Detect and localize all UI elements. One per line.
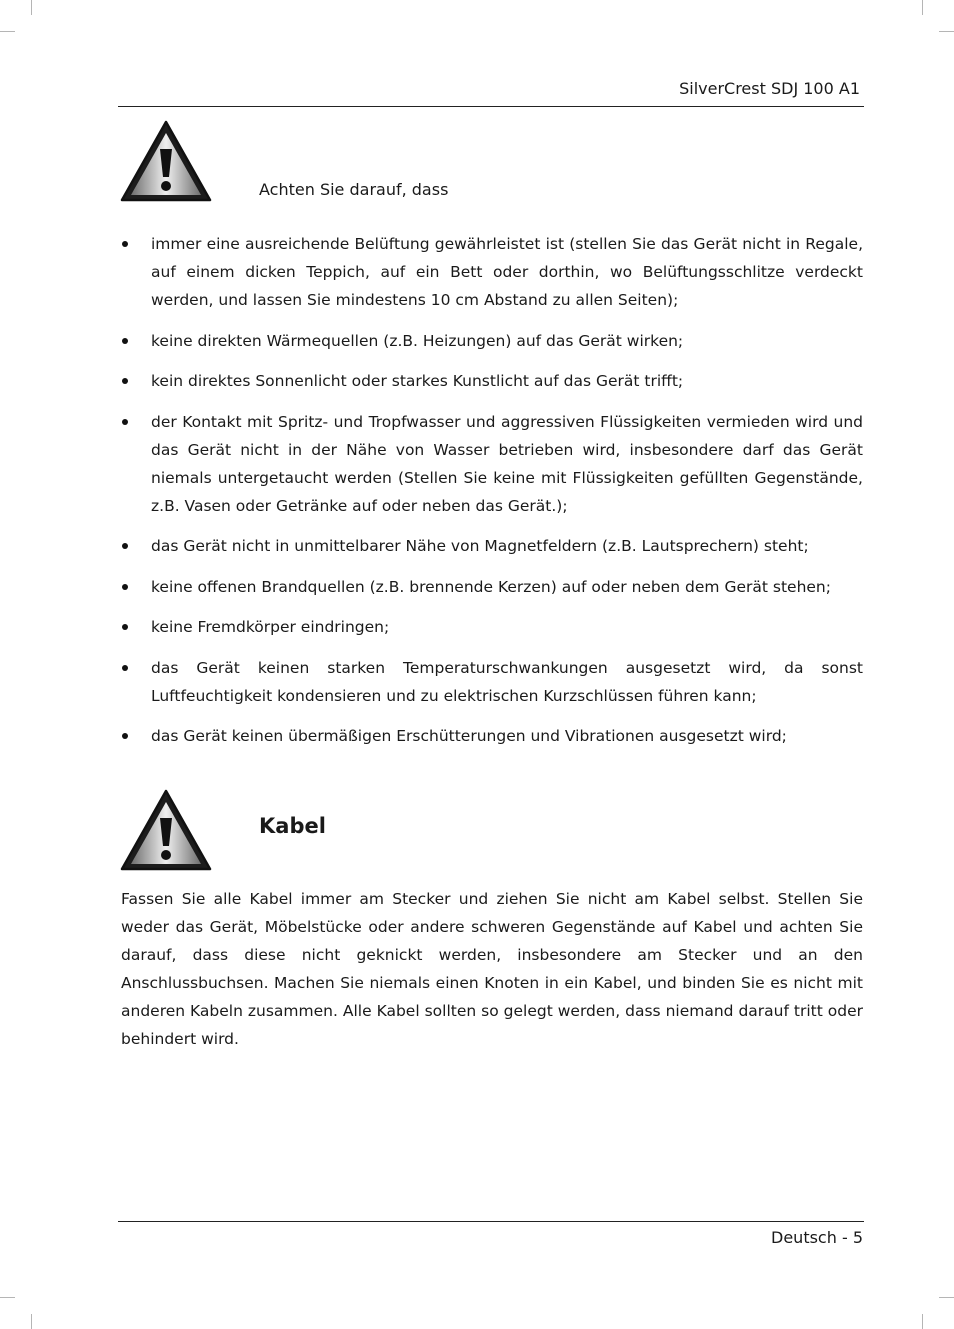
bullet-icon [122,624,128,630]
section-body-text: Fassen Sie alle Kabel immer am Stecker und ziehen Sie nicht am Kabel selbst. Stellen Sie weder das Gerät, Möbelstücke oder andere schweren Gegenstände auf Kabel und achten Sie darauf, dass diese nicht geknickt werden, insbesondere am Stecker und an den Anschlussbuchsen. Machen Sie niemals einen Knoten in ein Kabel, und binden Sie es nicht mit anderen Kabeln zusammen. Alle Kabel sollten so gelegt werden, dass niemand darauf tritt oder behindert wird. [121,890,863,1048]
list-item [120,408,863,520]
crop-mark [922,0,923,15]
footer-rule [118,1221,864,1222]
bullet-icon [122,543,128,549]
bullet-icon [122,665,128,671]
list-item-text: das Gerät keinen übermäßigen Erschütterungen und Vibrationen ausgesetzt wird; [151,727,787,745]
warning-triangle-icon [119,788,213,872]
header-rule [118,106,864,107]
list-item-text: das Gerät keinen starken Temperaturschwankungen ausgesetzt wird, da sonst Luftfeuchtigkeit kondensieren und zu elektrischen Kurzschlüssen führen kann; [151,658,863,705]
list-item [120,573,863,601]
crop-mark [31,0,32,15]
bullet-icon [122,378,128,384]
list-item [120,532,863,560]
crop-mark [0,1297,15,1298]
list-item [120,722,863,750]
intro-text: Achten Sie darauf, dass [259,180,449,199]
list-item [120,230,863,314]
safety-bullet-list [120,230,863,763]
crop-mark [31,1314,32,1329]
bullet-icon [122,419,128,425]
list-item-text: kein direktes Sonnenlicht oder starkes Kunstlicht auf das Gerät trifft; [151,372,684,390]
list-item [120,654,863,710]
page-footer: Deutsch - 5 [771,1228,863,1247]
crop-mark [922,1314,923,1329]
list-item [120,367,863,395]
bullet-icon [122,338,128,344]
bullet-icon [122,584,128,590]
bullet-icon [122,241,128,247]
list-item-text: keine offenen Brandquellen (z.B. brennende Kerzen) auf oder neben dem Gerät stehen; [151,577,831,596]
list-item [120,327,863,355]
crop-mark [939,31,954,32]
list-item-text: der Kontakt mit Spritz- und Tropfwasser und aggressiven Flüssigkeiten vermieden wird und das Gerät nicht in der Nähe von Wasser betrieben wird, insbesondere darf das Gerät niemals untergetaucht werden (Stellen Sie keine mit Flüssigkeiten gefüllten Gegenstände, z.B. Vasen oder Getränke auf oder neben das Gerät.); [151,412,863,515]
crop-mark [0,31,15,32]
list-item-text: immer eine ausreichende Belüftung gewährleistet ist (stellen Sie das Gerät nicht in Regale, auf einem dicken Teppich, auf ein Bett oder dorthin, wo Belüftungsschlitze verdeckt werden, und lassen Sie mindestens 10 cm Abstand zu allen Seiten); [151,235,863,309]
list-item [120,613,863,641]
list-item-text: das Gerät nicht in unmittelbarer Nähe von Magnetfeldern (z.B. Lautsprechern) steht; [151,537,809,555]
crop-mark [939,1297,954,1298]
list-item-text: keine Fremdkörper eindringen; [151,618,390,636]
list-item-text: keine direkten Wärmequellen (z.B. Heizungen) auf das Gerät wirken; [151,331,684,350]
bullet-icon [122,733,128,739]
section-heading: Kabel [259,814,326,838]
page-header-title: SilverCrest SDJ 100 A1 [679,79,860,98]
warning-triangle-icon [119,119,213,203]
